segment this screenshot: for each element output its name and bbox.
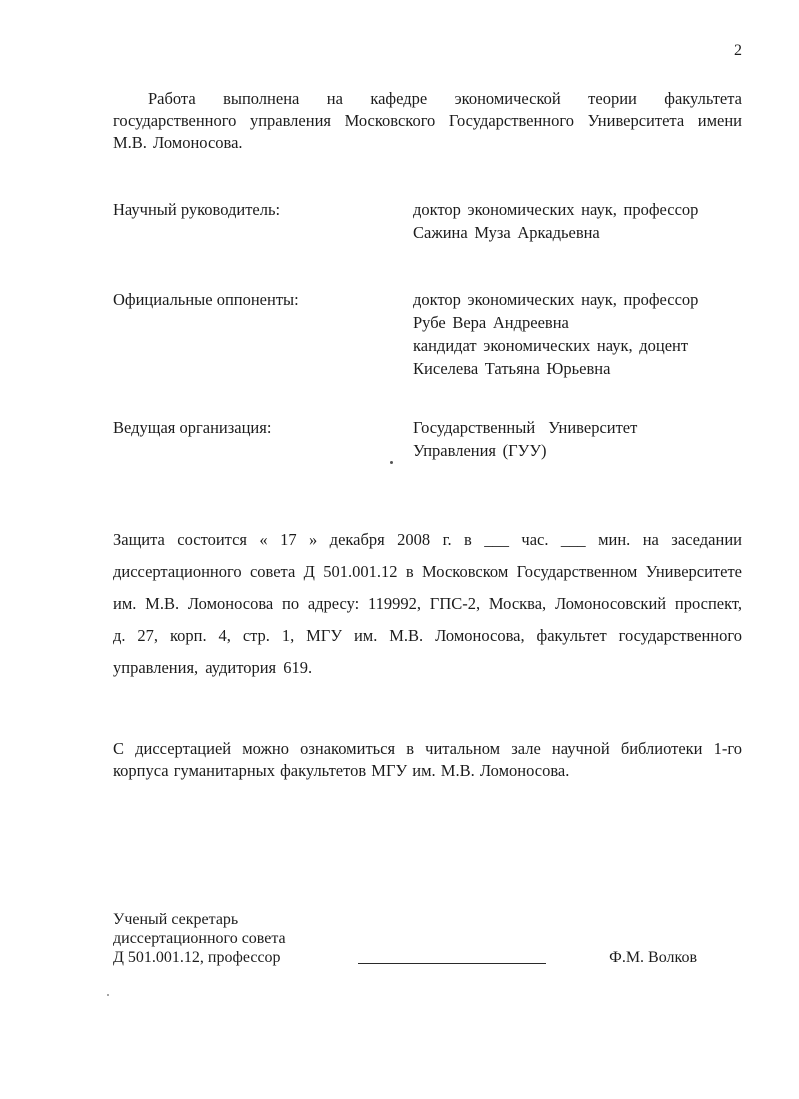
field-opponents-value — [413, 288, 742, 380]
intro-paragraph: Работа выполнена на кафедре экономической теории факультета государственного управления Московского Государственного Университета имени М.В. Ломоносова. — [113, 89, 742, 152]
supervisor-line: доктор экономических наук, профессор — [413, 200, 699, 219]
organization-line: Управления (ГУУ) — [413, 441, 547, 460]
signature-block — [113, 910, 742, 967]
field-organization-value — [413, 416, 742, 462]
scan-speck — [107, 994, 109, 996]
signature-title — [113, 910, 358, 967]
signature-title-line: Д 501.001.12, профессор — [113, 949, 281, 966]
field-supervisor — [113, 198, 742, 244]
defense-paragraph: Защита состоится « 17 » декабря 2008 г. в ___ час. ___ мин. на заседании диссертационного совета Д 501.001.12 в Московском Государственном Университете им. М.В. Ломоносова по адресу: 119992, ГПС-2, Москва, Ломоносовский проспект, д. 27, корп. 4, стр. 1, МГУ им. М.В. Ломоносова, факультет государственного управления, аудитория 619. — [113, 530, 742, 677]
scan-speck — [390, 461, 393, 464]
page-number: 2 — [734, 42, 742, 59]
signature-title-line: Ученый секретарь — [113, 911, 239, 928]
field-supervisor-label: Научный руководитель: — [113, 200, 281, 219]
field-organization — [113, 416, 742, 462]
signature-title-line: диссертационного совета — [113, 930, 286, 947]
field-supervisor-value — [413, 198, 742, 244]
opponent-line: Рубе Вера Андреевна — [413, 313, 569, 332]
organization-line: Государственный Университет — [413, 418, 638, 437]
opponent-line: Киселева Татьяна Юрьевна — [413, 359, 611, 378]
field-opponents-label: Официальные оппоненты: — [113, 290, 299, 309]
signature-line — [358, 962, 546, 964]
supervisor-line: Сажина Муза Аркадьевна — [413, 223, 600, 242]
field-opponents — [113, 288, 742, 380]
signature-name: Ф.М. Волков — [609, 949, 697, 966]
opponent-line: кандидат экономических наук, доцент — [413, 336, 689, 355]
library-paragraph: С диссертацией можно ознакомиться в читальном зале научной библиотеки 1-го корпуса гуманитарных факультетов МГУ им. М.В. Ломоносова. — [113, 739, 742, 780]
opponent-line: доктор экономических наук, профессор — [413, 290, 699, 309]
field-organization-label: Ведущая организация: — [113, 418, 272, 437]
